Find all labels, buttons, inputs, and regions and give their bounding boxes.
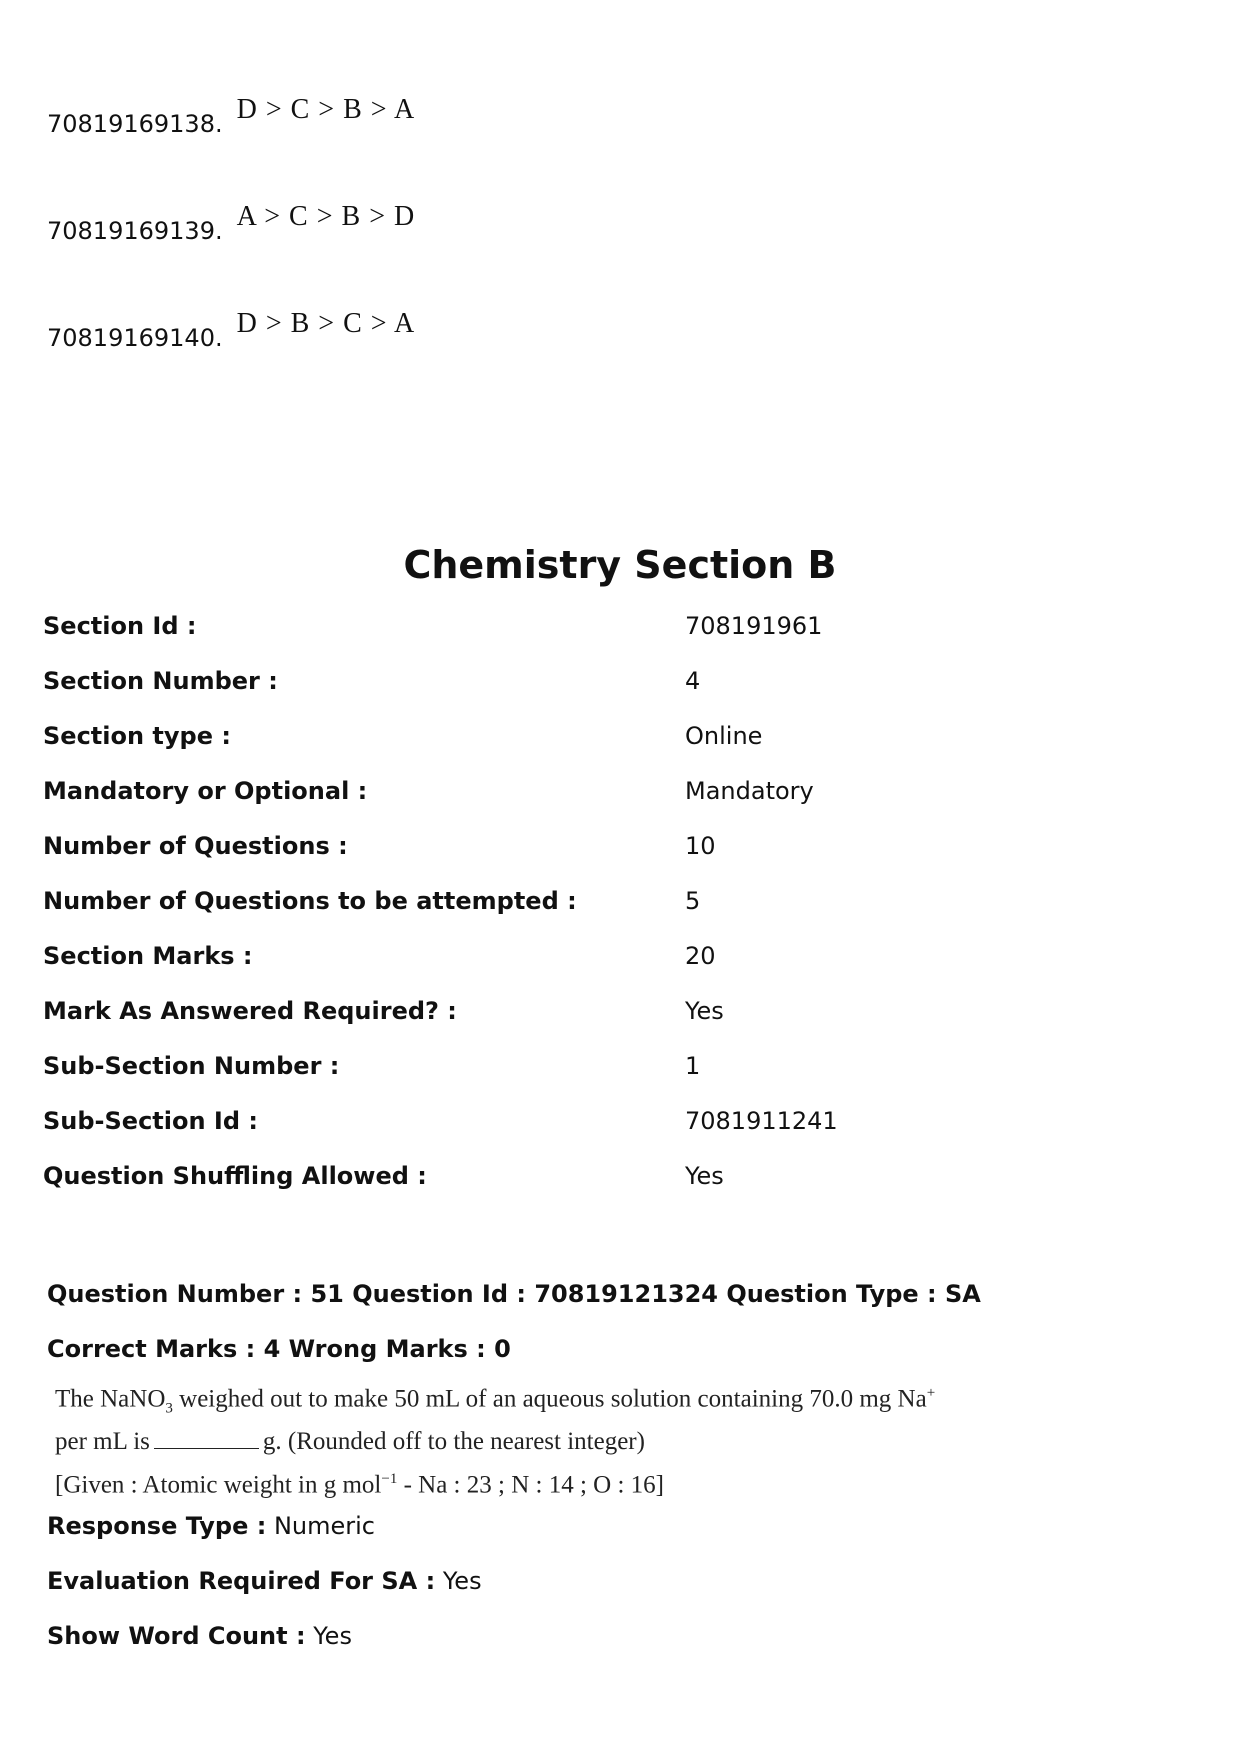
info-label: Mandatory or Optional : [43, 777, 368, 805]
subscript: 3 [165, 1400, 173, 1417]
info-value: Online [685, 722, 763, 750]
info-value: 1 [685, 1052, 701, 1080]
answer-blank [154, 1430, 259, 1449]
question-line-1 [55, 1377, 935, 1425]
info-value: Mandatory [685, 777, 814, 805]
info-row [43, 997, 1193, 1052]
meta-label: Show Word Count : [47, 1622, 306, 1650]
section-title: Chemistry Section B [403, 543, 837, 587]
question-line-2 [55, 1425, 935, 1458]
info-value: 708191961 [685, 612, 823, 640]
option-text: D > C > B > A [236, 94, 416, 125]
info-label: Sub-Section Number : [43, 1052, 340, 1080]
info-value: 7081911241 [685, 1107, 838, 1135]
info-label: Number of Questions to be attempted : [43, 887, 577, 915]
option-3 [47, 308, 416, 354]
superscript: −1 [381, 1471, 398, 1488]
info-value: 10 [685, 832, 716, 860]
info-row [43, 667, 1193, 722]
section-info-table [43, 612, 1193, 1217]
question-text: The NaNO [55, 1385, 166, 1413]
info-value: 20 [685, 942, 716, 970]
meta-label: Response Type : [47, 1512, 267, 1540]
question-marks: Correct Marks : 4 Wrong Marks : 0 [47, 1335, 511, 1363]
meta-value: Yes [313, 1622, 352, 1650]
question-text: per mL is [55, 1428, 150, 1456]
info-label: Number of Questions : [43, 832, 348, 860]
evaluation-required [47, 1567, 482, 1595]
info-row [43, 1162, 1193, 1217]
question-text: - Na : 23 ; N : 14 ; O : 16] [397, 1471, 664, 1499]
info-value: Yes [685, 1162, 724, 1190]
info-value: Yes [685, 997, 724, 1025]
meta-value: Yes [442, 1567, 482, 1595]
info-row [43, 612, 1193, 667]
info-value: 5 [685, 887, 701, 915]
option-2 [47, 201, 416, 247]
info-row [43, 832, 1193, 887]
option-text: D > B > C > A [236, 308, 416, 339]
question-text: weighed out to make 50 mL of an aqueous solution containing 70.0 mg Na [172, 1385, 927, 1413]
show-word-count [47, 1622, 352, 1650]
info-label: Sub-Section Id : [43, 1107, 258, 1135]
info-row [43, 722, 1193, 777]
info-row [43, 1052, 1193, 1107]
question-header: Question Number : 51 Question Id : 70819121324 Question Type : SA [47, 1280, 981, 1308]
info-label: Mark As Answered Required? : [43, 997, 457, 1025]
option-text: A > C > B > D [236, 201, 416, 232]
info-row [43, 1107, 1193, 1162]
info-row [43, 777, 1193, 832]
option-id: 70819169139. [47, 217, 223, 245]
option-1 [47, 94, 416, 140]
info-label: Section type : [43, 722, 231, 750]
question-text: [Given : Atomic weight in g mol [55, 1471, 382, 1499]
info-row [43, 942, 1193, 997]
question-body [55, 1377, 935, 1502]
info-label: Section Marks : [43, 942, 253, 970]
info-value: 4 [685, 667, 701, 695]
response-type [47, 1512, 375, 1540]
question-text: g. (Rounded off to the nearest integer) [262, 1428, 645, 1456]
option-id: 70819169138. [47, 110, 223, 138]
question-line-3 [55, 1463, 935, 1501]
info-row [43, 887, 1193, 942]
option-id: 70819169140. [47, 324, 223, 352]
superscript: + [926, 1385, 936, 1401]
info-label: Question Shuffling Allowed : [43, 1162, 427, 1190]
meta-label: Evaluation Required For SA : [47, 1567, 436, 1595]
meta-value: Numeric [273, 1512, 375, 1540]
info-label: Section Id : [43, 612, 197, 640]
info-label: Section Number : [43, 667, 278, 695]
